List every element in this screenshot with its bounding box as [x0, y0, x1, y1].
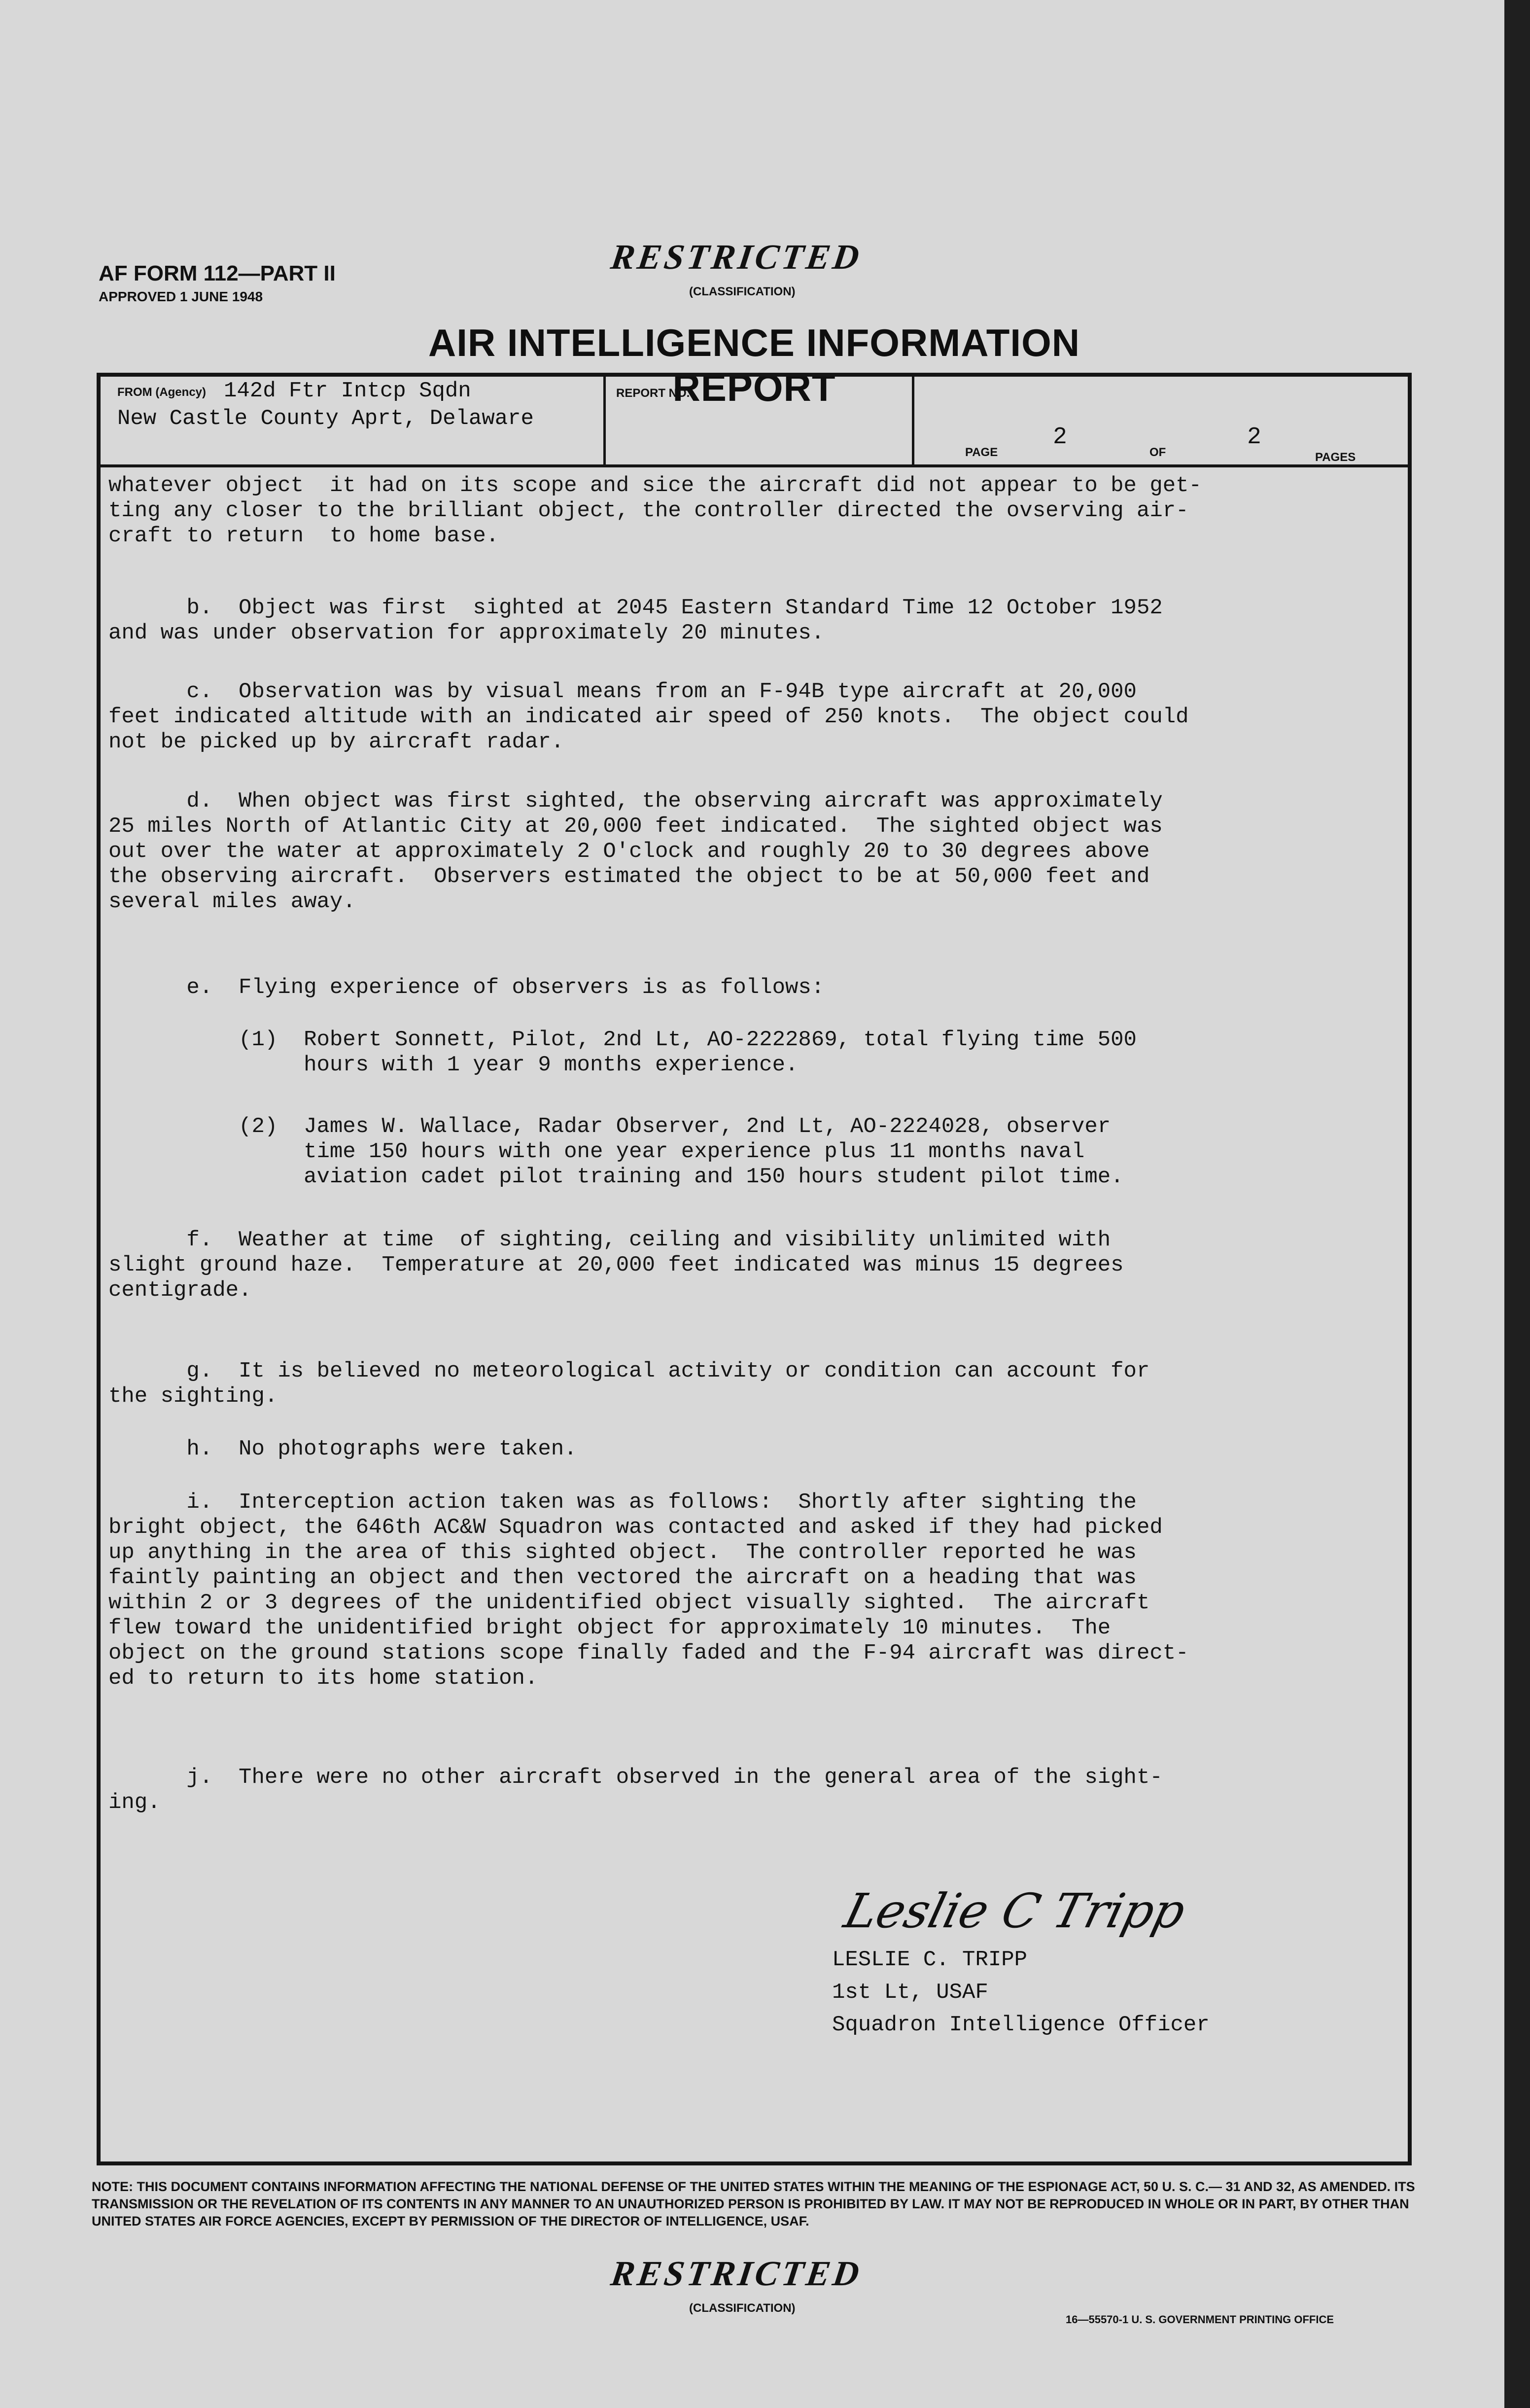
paragraph-g: g. It is believed no meteorological activity or condition can account for the sighting. [108, 1359, 1150, 1409]
paragraph-b: b. Object was first sighted at 2045 Eastern Standard Time 12 October 1952 and was under observation for approximately 20 minutes. [108, 596, 1163, 645]
paragraph-i: i. Interception action taken was as follows: Shortly after sighting the bright object, the 646th AC&W Squadron was contacted and asked if they had picked up anything in the area of this sighted object. The controller reported he was faintly painting an object and then vectored the aircraft on a heading that was within 2 or 3 degrees of the unidentified object visually sighted. The aircraft flew toward the unidentified bright object for approximately 10 minutes. The object on the ground stations scope finally faded and the F-94 aircraft was direct- ed to return to its home station. [108, 1490, 1189, 1691]
report-no-label: REPORT NO. [616, 387, 690, 400]
paragraph-e: e. Flying experience of observers is as follows: [108, 975, 825, 1000]
paragraph-e2: (2) James W. Wallace, Radar Observer, 2nd Lt, AO-2224028, observer time 150 hours with one year experience plus 11 months naval aviation cadet pilot training and 150 hours student pilot time. [239, 1114, 1124, 1189]
header-divider [603, 377, 606, 464]
scan-edge [1504, 0, 1530, 2408]
printing-office-line: 16—55570-1 U. S. GOVERNMENT PRINTING OFFICE [1066, 2313, 1334, 2326]
form-approved-date: APPROVED 1 JUNE 1948 [99, 289, 263, 304]
classification-stamp-top: RESTRICTED [608, 237, 865, 277]
signer-rank: 1st Lt, USAF [832, 1980, 988, 2005]
report-header [101, 377, 1408, 467]
paragraph-f: f. Weather at time of sighting, ceiling and visibility unlimited with slight ground haze. Temperature at 20,000 feet indicated was minus 15 degrees centigrade. [108, 1228, 1124, 1303]
from-agency: 142d Ftr Intcp Sqdn [224, 379, 471, 403]
page-number: 2 [1053, 424, 1067, 451]
handwritten-signature: Leslie C Tripp [839, 1883, 1191, 1939]
security-note: NOTE: THIS DOCUMENT CONTAINS INFORMATION AFFECTING THE NATIONAL DEFENSE OF THE UNITED STATES WITHIN THE MEANING OF THE ESPIONAGE ACT, 50 U. S. C.— 31 AND 32, AS AMENDED. ITS TRANSMISSION OR THE REVELATION OF ITS CONTENTS IN ANY MANNER TO AN UNAUTHORIZED PERSON IS PROHIBITED BY LAW. IT MAY NOT BE REPRODUCED IN WHOLE OR IN PART, BY OTHER THAN UNITED STATES AIR FORCE AGENCIES, EXCEPT BY PERMISSION OF THE DIRECTOR OF INTELLIGENCE, USAF. [92, 2179, 1415, 2229]
from-location: New Castle County Aprt, Delaware [117, 406, 534, 431]
from-label: FROM (Agency) [117, 386, 206, 399]
paragraph-d: d. When object was first sighted, the observing aircraft was approximately 25 miles North of Atlantic City at 20,000 feet indicated. The sighted object was out over the water at approximately 2 O'clock and roughly 20 to 30 degrees above the observing aircraft. Observers estimated the object to be at 50,000 feet and several miles away. [108, 789, 1163, 914]
signer-name: LESLIE C. TRIPP [832, 1948, 1028, 1972]
of-label: OF [1149, 446, 1166, 459]
paragraph-c: c. Observation was by visual means from an F-94B type aircraft at 20,000 feet indicated altitude with an indicated air speed of 250 knots. The object could not be picked up by aircraft radar. [108, 679, 1189, 754]
paragraph-j: j. There were no other aircraft observed in the general area of the sight- ing. [108, 1765, 1163, 1815]
classification-label-top: (CLASSIFICATION) [689, 285, 796, 298]
page-label: PAGE [965, 446, 998, 459]
paragraph-e1: (1) Robert Sonnett, Pilot, 2nd Lt, AO-2222869, total flying time 500 hours with 1 year 9 months experience. [239, 1027, 1137, 1077]
signer-title: Squadron Intelligence Officer [832, 2013, 1210, 2037]
pages-label: PAGES [1315, 451, 1356, 464]
paragraph-continuation: whatever object it had on its scope and sice the aircraft did not appear to be get- ting any closer to the brilliant object, the controller directed the ovserving air- craft to return to home base. [108, 473, 1202, 548]
total-pages: 2 [1247, 424, 1261, 451]
paragraph-h: h. No photographs were taken. [108, 1437, 577, 1461]
report-title: AIR INTELLIGENCE INFORMATION REPORT [428, 321, 1080, 409]
header-divider [912, 377, 914, 464]
classification-stamp-bottom: RESTRICTED [608, 2254, 865, 2293]
form-id: AF FORM 112—PART II [99, 261, 336, 285]
classification-label-bottom: (CLASSIFICATION) [689, 2302, 796, 2315]
